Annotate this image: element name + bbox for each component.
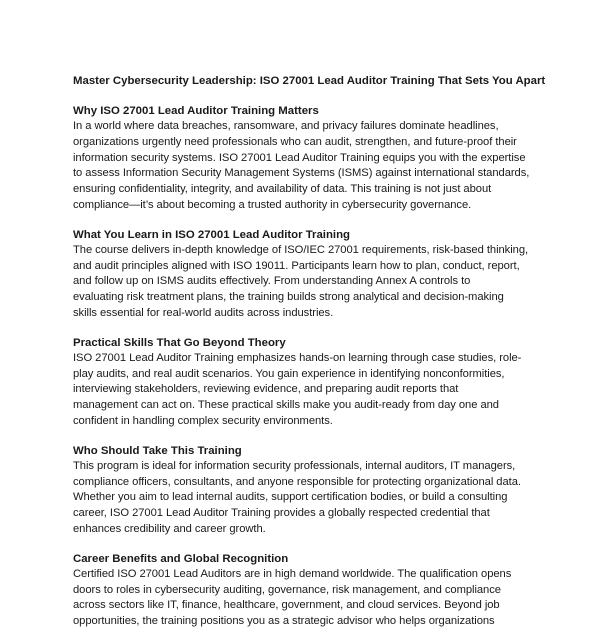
section-heading: Who Should Take This Training <box>73 444 242 457</box>
body-line: ISO 27001 Lead Auditor Training emphasizes hands-on learning through case studies, role- <box>73 351 522 364</box>
section-why-it-matters <box>73 103 530 214</box>
section-practical-skills <box>73 335 530 430</box>
section-heading: Practical Skills That Go Beyond Theory <box>73 336 286 349</box>
section-career-benefits <box>73 551 530 630</box>
body-line: doors to roles in cybersecurity auditing, governance, risk management, and compliance <box>73 583 501 596</box>
section-heading: Career Benefits and Global Recognition <box>73 552 289 565</box>
document-title: Master Cybersecurity Leadership: ISO 27001 Lead Auditor Training That Sets You Apart <box>73 75 546 87</box>
body-line: evaluating risk treatment plans, the training builds strong analytical and decision-making <box>73 291 504 304</box>
body-line: Certified ISO 27001 Lead Auditors are in high demand worldwide. The qualification opens <box>73 567 512 580</box>
body-line: compliance officers, consultants, and anyone responsible for protecting organizational data. <box>73 475 521 488</box>
section-what-you-learn <box>73 227 530 322</box>
body-line: ensuring confidentiality, integrity, and availability of data. This training is not just about <box>73 183 492 196</box>
section-heading: Why ISO 27001 Lead Auditor Training Matters <box>73 105 319 117</box>
body-line: play audits, and real audit scenarios. You gain experience in identifying nonconformities, <box>73 367 505 380</box>
body-line: enhances credibility and career growth. <box>73 522 266 535</box>
body-line: confident in handling complex security environments. <box>73 414 333 427</box>
body-line: The course delivers in-depth knowledge of ISO/IEC 27001 requirements, risk-based thinking, <box>73 243 529 256</box>
section-body <box>73 567 530 630</box>
body-line: opportunities, the training positions you as a strategic advisor who helps organizations <box>73 615 495 628</box>
body-line: information security systems. ISO 27001 Lead Auditor Training equips you with the expertise <box>73 151 526 164</box>
body-line: to assess Information Security Management Systems (ISMS) against international standards, <box>73 167 530 180</box>
section-body <box>73 243 530 322</box>
body-line: In a world where data breaches, ransomware, and privacy failures dominate headlines, <box>73 120 499 132</box>
body-line: compliance—it’s about becoming a trusted authority in cybersecurity governance. <box>73 198 472 211</box>
section-who-should-take <box>73 443 530 538</box>
body-line: across sectors like IT, finance, healthcare, government, and cloud services. Beyond job <box>73 599 500 612</box>
section-body <box>73 351 530 430</box>
body-line: skills essential for real-world audits across industries. <box>73 306 334 319</box>
section-body <box>73 459 530 538</box>
body-line: and follow up on ISMS audits effectively. From understanding Annex A controls to <box>73 275 471 288</box>
body-line: interviewing stakeholders, reviewing evidence, and preparing audit reports that <box>73 383 459 396</box>
body-line: Whether you aim to lead internal audits, support certification bodies, or build a consulting <box>73 491 508 504</box>
section-heading: What You Learn in ISO 27001 Lead Auditor Training <box>73 228 351 241</box>
section-body <box>73 119 530 214</box>
body-line: organizations urgently need professionals who can audit, strengthen, and future-proof their <box>73 135 517 148</box>
body-line: This program is ideal for information security professionals, internal auditors, IT managers, <box>73 459 516 472</box>
body-line: and audit principles aligned with ISO 19011. Participants learn how to plan, conduct, report, <box>73 259 520 272</box>
body-line: management can act on. These practical skills make you audit-ready from day one and <box>73 399 499 412</box>
body-line: career, ISO 27001 Lead Auditor Training provides a globally respected credential that <box>73 507 490 520</box>
